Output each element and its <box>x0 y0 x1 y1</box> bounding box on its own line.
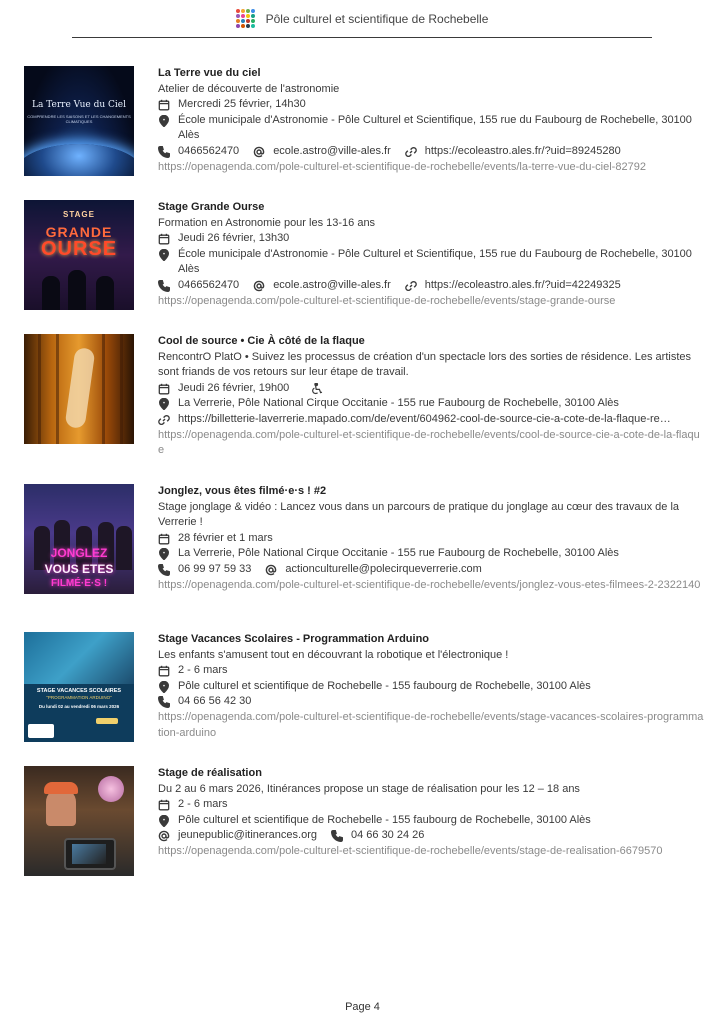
event-location: La Verrerie, Pôle National Cirque Occitanie - 155 rue Faubourg de Rochebelle, 30100 Alès <box>178 547 619 560</box>
logo-dot <box>251 9 255 13</box>
event-description: Les enfants s'amusent tout en découvrant la robotique et l'électronique ! <box>158 648 509 661</box>
event-link[interactable]: https://billetterie-laverrerie.mapado.com/de/event/604962-cool-de-source-cie-a-cote-de-la-flaque-re… <box>178 412 671 425</box>
event-thumbnail[interactable] <box>24 200 134 310</box>
wheelchair-accessible-icon <box>311 381 331 397</box>
calendar-icon <box>158 797 178 813</box>
event-thumbnail[interactable] <box>24 484 134 594</box>
event-email[interactable]: ecole.astro@ville-ales.fr <box>273 278 391 291</box>
event-thumbnail[interactable] <box>24 766 134 876</box>
email-icon <box>158 830 178 842</box>
logo-dot <box>236 19 240 23</box>
location-pin-icon <box>158 813 178 829</box>
calendar-icon <box>158 381 178 397</box>
event-thumbnail[interactable] <box>24 632 134 742</box>
event-title: Stage Vacances Scolaires - Programmation Arduino <box>158 633 430 645</box>
thumbnail-title: La Terre Vue du Ciel <box>32 100 126 110</box>
location-pin-icon <box>158 113 178 129</box>
event-email[interactable]: actionculturelle@polecirqueverrerie.com <box>285 562 482 575</box>
event-description: Atelier de découverte de l'astronomie <box>158 82 340 95</box>
event-url[interactable]: https://openagenda.com/pole-culturel-et-scientifique-de-rochebelle/events/stage-grande-ourse <box>158 294 616 307</box>
event-thumbnail[interactable] <box>24 334 134 444</box>
event-thumbnail[interactable] <box>24 66 134 176</box>
event-date: Mercredi 25 février, 14h30 <box>178 98 306 111</box>
logo-dot <box>246 19 250 23</box>
event-item <box>24 200 704 310</box>
event-item <box>24 484 704 594</box>
thumbnail-line: FILMÉ·E·S ! <box>50 578 108 589</box>
logo-dot <box>251 14 255 18</box>
rochebelle-logo <box>236 8 256 30</box>
event-phone[interactable]: 04 66 30 24 26 <box>350 829 425 842</box>
event-phone[interactable]: 0466562470 <box>178 144 240 157</box>
phone-icon <box>158 564 178 576</box>
event-phone[interactable]: 0466562470 <box>178 278 240 291</box>
event-email[interactable]: jeunepublic@itinerances.org <box>178 829 317 842</box>
event-description: RencontrO PlatO • Suivez les processus de création d'un spectacle lors des sorties de résidence. Les artistes sont friands de vos retours sur leur étape de travail. <box>158 350 691 379</box>
logo-dot <box>246 9 250 13</box>
thumbnail-line: OURSE <box>40 238 118 260</box>
event-email[interactable]: ecole.astro@ville-ales.fr <box>273 144 391 157</box>
thumbnail-line: "PROGRAMMATION ARDUINO" <box>46 695 112 700</box>
event-title: Jonglez, vous êtes filmé·e·s ! #2 <box>158 485 327 497</box>
calendar-icon <box>158 97 178 113</box>
phone-icon <box>158 146 178 158</box>
event-location: Pôle culturel et scientifique de Rochebelle - 155 faubourg de Rochebelle, 30100 Alès <box>178 679 591 692</box>
logo-dot <box>241 14 245 18</box>
link-icon <box>405 146 425 158</box>
link-icon <box>158 412 178 428</box>
calendar-icon <box>158 231 178 247</box>
event-location: Pôle culturel et scientifique de Rochebelle - 155 faubourg de Rochebelle, 30100 Alès <box>178 813 591 826</box>
logo-dot <box>241 24 245 28</box>
event-description: Stage jonglage & vidéo : Lancez vous dans un parcours de pratique du jonglage au cœur des travaux de la Verrerie ! <box>158 500 680 529</box>
calendar-icon <box>158 531 178 547</box>
calendar-icon <box>158 663 178 679</box>
logo-dot <box>236 9 240 13</box>
thumbnail-line: STAGE <box>63 210 95 219</box>
event-location: École municipale d'Astronomie - Pôle Culturel et Scientifique, 155 rue du Faubourg de Rochebelle, 30100 Alès <box>178 247 692 276</box>
event-title: Stage Grande Ourse <box>158 201 265 213</box>
logo-dot <box>241 19 245 23</box>
event-item <box>24 766 704 876</box>
event-title: Cool de source • Cie À côté de la flaque <box>158 335 365 347</box>
event-item <box>24 632 704 742</box>
page-number: Page 4 <box>345 1001 380 1013</box>
event-title: La Terre vue du ciel <box>158 67 261 79</box>
event-item <box>24 334 704 459</box>
logo-dot <box>246 14 250 18</box>
event-url[interactable]: https://openagenda.com/pole-culturel-et-scientifique-de-rochebelle/events/la-terre-vue-du-ciel-82792 <box>158 160 646 173</box>
event-url[interactable]: https://openagenda.com/pole-culturel-et-scientifique-de-rochebelle/events/stage-vacances-scolaires-programmation-arduino <box>158 710 704 739</box>
event-phone[interactable]: 06 99 97 59 33 <box>178 562 252 575</box>
event-link[interactable]: https://ecoleastro.ales.fr/?uid=89245280 <box>424 144 621 157</box>
email-icon <box>253 146 273 158</box>
phone-icon <box>158 280 178 292</box>
event-url[interactable]: https://openagenda.com/pole-culturel-et-scientifique-de-rochebelle/events/cool-de-source-cie-a-cote-de-la-flaque <box>158 428 700 457</box>
phone-icon <box>158 694 178 710</box>
location-pin-icon <box>158 546 178 562</box>
thumbnail-subtitle: COMPRENDRE LES SAISONS ET LES CHANGEMENTS CLIMATIQUES <box>27 114 131 124</box>
page-header <box>72 0 652 38</box>
event-date: Jeudi 26 février, 13h30 <box>178 232 290 245</box>
logo-dot <box>241 9 245 13</box>
event-url[interactable]: https://openagenda.com/pole-culturel-et-scientifique-de-rochebelle/events/jonglez-vous-etes-filmees-2-2322140 <box>158 578 701 591</box>
thumbnail-line: Du lundi 02 au vendredi 06 mars 2026 <box>38 704 120 709</box>
link-icon <box>405 280 425 292</box>
phone-icon <box>331 830 351 842</box>
logo-dot <box>236 24 240 28</box>
event-item <box>24 66 704 176</box>
event-location: La Verrerie, Pôle National Cirque Occitanie - 155 rue Faubourg de Rochebelle, 30100 Alès <box>178 397 619 410</box>
event-title: Stage de réalisation <box>158 767 262 779</box>
event-date: 2 - 6 mars <box>178 798 228 811</box>
event-date: 28 février et 1 mars <box>178 531 273 544</box>
logo-dot <box>251 19 255 23</box>
event-phone[interactable]: 04 66 56 42 30 <box>178 695 252 708</box>
event-link[interactable]: https://ecoleastro.ales.fr/?uid=42249325 <box>424 278 621 291</box>
page-title: Pôle culturel et scientifique de Rochebelle <box>265 11 489 26</box>
location-pin-icon <box>158 247 178 263</box>
event-date: 2 - 6 mars <box>178 664 228 677</box>
event-description: Formation en Astronomie pour les 13-16 ans <box>158 216 376 229</box>
location-pin-icon <box>158 679 178 695</box>
location-pin-icon <box>158 396 178 412</box>
thumbnail-line: VOUS ETES <box>44 562 114 576</box>
thumbnail-line: GRANDE <box>45 224 113 240</box>
email-icon <box>253 280 273 292</box>
thumbnail-line: STAGE VACANCES SCOLAIRES <box>36 688 122 694</box>
event-date: Jeudi 26 février, 19h00 <box>178 381 290 394</box>
event-location: École municipale d'Astronomie - Pôle Culturel et Scientifique, 155 rue du Faubourg de Rochebelle, 30100 Alès <box>178 113 692 142</box>
logo-dot <box>246 24 250 28</box>
event-description: Du 2 au 6 mars 2026, Itinérances propose un stage de réalisation pour les 12 – 18 ans <box>158 782 580 795</box>
event-url[interactable]: https://openagenda.com/pole-culturel-et-scientifique-de-rochebelle/events/stage-de-realisation-6679570 <box>158 844 663 857</box>
logo-dot <box>236 14 240 18</box>
thumbnail-line: JONGLEZ <box>50 546 108 560</box>
logo-dot <box>251 24 255 28</box>
email-icon <box>265 564 285 576</box>
